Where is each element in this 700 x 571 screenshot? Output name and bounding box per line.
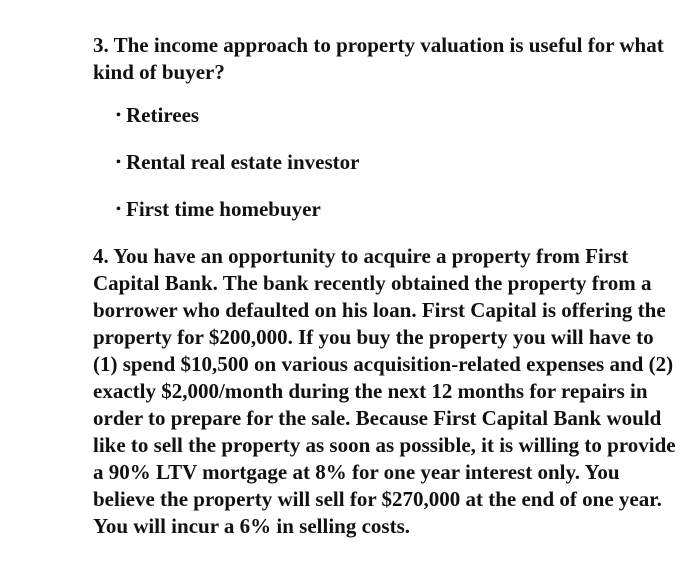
question-3-options bbox=[93, 102, 683, 223]
bullet-icon: • bbox=[116, 108, 121, 123]
option-rental-investor bbox=[93, 149, 683, 176]
document-page bbox=[93, 32, 683, 540]
option-label: First time homebuyer bbox=[126, 197, 321, 221]
question-4-text: 4. You have an opportunity to acquire a property from First Capital Bank. The bank recently obtained the property from a borrower who defaulted on his loan. First Capital is offering the property for $200,000. If you buy the property you will have to (1) spend $10,500 on various acquisition-related expenses and (2) exactly $2,000/month during the next 12 months for repairs in order to prepare for the sale. Because First Capital Bank would like to sell the property as soon as possible, it is willing to provide a 90% LTV mortgage at 8% for one year interest only. You believe the property will sell for $270,000 at the end of one year. You will incur a 6% in selling costs. bbox=[93, 244, 676, 538]
option-label: Retirees bbox=[126, 103, 200, 127]
bullet-icon: • bbox=[116, 155, 121, 170]
option-retirees bbox=[93, 102, 683, 129]
option-first-time-homebuyer bbox=[93, 196, 683, 223]
question-3-text: 3. The income approach to property valuation is useful for what kind of buyer? bbox=[93, 33, 664, 84]
bullet-icon: • bbox=[116, 202, 121, 217]
option-label: Rental real estate investor bbox=[126, 150, 360, 174]
